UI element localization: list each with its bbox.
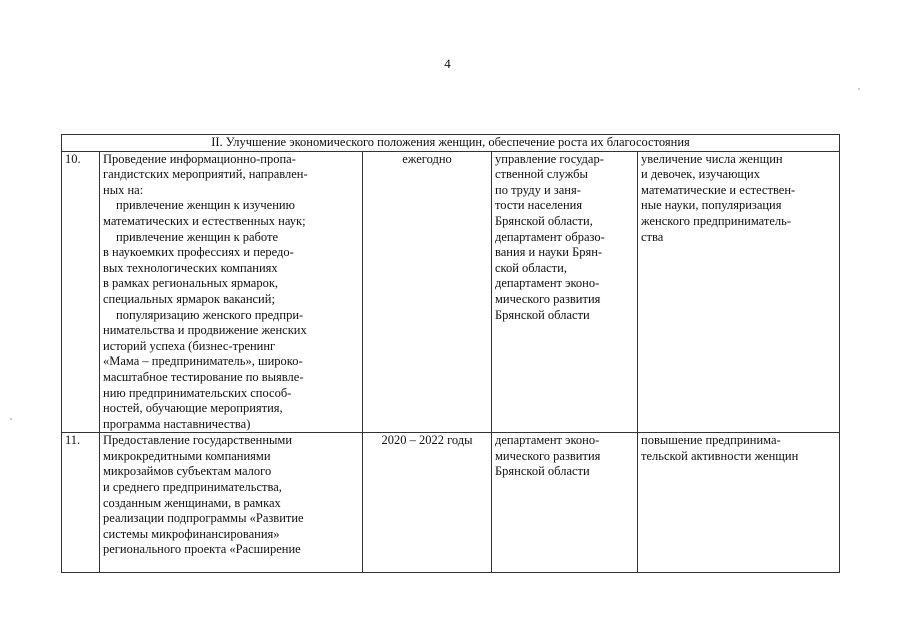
text-line: в наукоемких профессиях и передо-	[103, 245, 294, 260]
text-line: историй успеха (бизнес-тренинг	[103, 338, 276, 353]
measures-table	[61, 134, 840, 573]
text-line: специальных ярмарок вакансий;	[103, 291, 275, 306]
text-line: тельской активности женщин	[641, 448, 799, 463]
text-line: математических и естественных наук;	[103, 213, 306, 228]
text-line: ные науки, популяризация	[641, 198, 782, 213]
text-line: ных на:	[103, 182, 144, 197]
text-line: департамент эконо-	[495, 433, 600, 448]
text-line: регионального проекта «Расширение	[103, 542, 301, 557]
text-line: управление государ-	[495, 151, 604, 166]
row-number: 10.	[62, 151, 100, 433]
table-row	[62, 151, 840, 433]
text-line: математические и естествен-	[641, 182, 796, 197]
result-cell	[638, 151, 840, 433]
section-header-row	[62, 135, 840, 152]
text-line: системы микрофинансирования»	[103, 526, 280, 541]
text-line: мического развития	[495, 291, 601, 306]
text-line: Проведение информационно-пропа-	[103, 151, 296, 166]
text-line: департамент эконо-	[495, 276, 600, 291]
text-line: масштабное тестирование по выявле-	[103, 369, 304, 384]
text-line: нимательства и продвижение женских	[103, 323, 307, 338]
scan-speck	[858, 88, 860, 90]
result-cell	[638, 433, 840, 573]
text-line: нию предпринимательских способ-	[103, 385, 292, 400]
text-line: ственной службы	[495, 167, 588, 182]
text-line: женского предприниматель-	[641, 213, 791, 228]
text-line: департамент образо-	[495, 229, 605, 244]
text-line: ства	[641, 229, 664, 244]
text-line: вых технологических компаниях	[103, 260, 278, 275]
text-line: программа наставничества)	[103, 416, 251, 431]
text-line: по труду и заня-	[495, 182, 581, 197]
text-line: Брянской области,	[495, 213, 593, 228]
term-cell: 2020 – 2022 годы	[363, 433, 492, 573]
text-line: мического развития	[495, 448, 601, 463]
table-row	[62, 433, 840, 573]
activity-cell	[100, 151, 363, 433]
text-line: ской области,	[495, 260, 567, 275]
text-line: тости населения	[495, 198, 583, 213]
text-line: и девочек, изучающих	[641, 167, 760, 182]
section-title: II. Улучшение экономического положения женщин, обеспечение роста их благосостояния	[62, 135, 840, 152]
text-line: Предоставление государственными	[103, 433, 293, 448]
text-line: микрокредитными компаниями	[103, 448, 271, 463]
text-line: привлечение женщин к работе	[116, 229, 279, 244]
text-line: повышение предпринима-	[641, 433, 781, 448]
text-line: ностей, обучающие мероприятия,	[103, 401, 283, 416]
page-number: 4	[444, 56, 451, 71]
executors-cell	[492, 433, 638, 573]
text-line: «Мама – предприниматель», широко-	[103, 354, 303, 369]
text-line: реализации подпрограммы «Развитие	[103, 511, 304, 526]
text-line: Брянской области	[495, 464, 590, 479]
row-number: 11.	[62, 433, 100, 573]
text-line: гандистских мероприятий, направлен-	[103, 167, 308, 182]
executors-cell	[492, 151, 638, 433]
text-line: в рамках региональных ярмарок,	[103, 276, 279, 291]
text-line: и среднего предпринимательства,	[103, 480, 282, 495]
text-line: увеличение числа женщин	[641, 151, 783, 166]
scan-speck	[10, 418, 12, 420]
activity-cell	[100, 433, 363, 573]
text-line: привлечение женщин к изучению	[116, 198, 295, 213]
text-line: созданным женщинами, в рамках	[103, 495, 281, 510]
text-line: Брянской области	[495, 307, 590, 322]
term-cell: ежегодно	[363, 151, 492, 433]
text-line: популяризацию женского предпри-	[116, 307, 304, 322]
text-line: микрозаймов субъектам малого	[103, 464, 272, 479]
text-line: вания и науки Брян-	[495, 245, 603, 260]
